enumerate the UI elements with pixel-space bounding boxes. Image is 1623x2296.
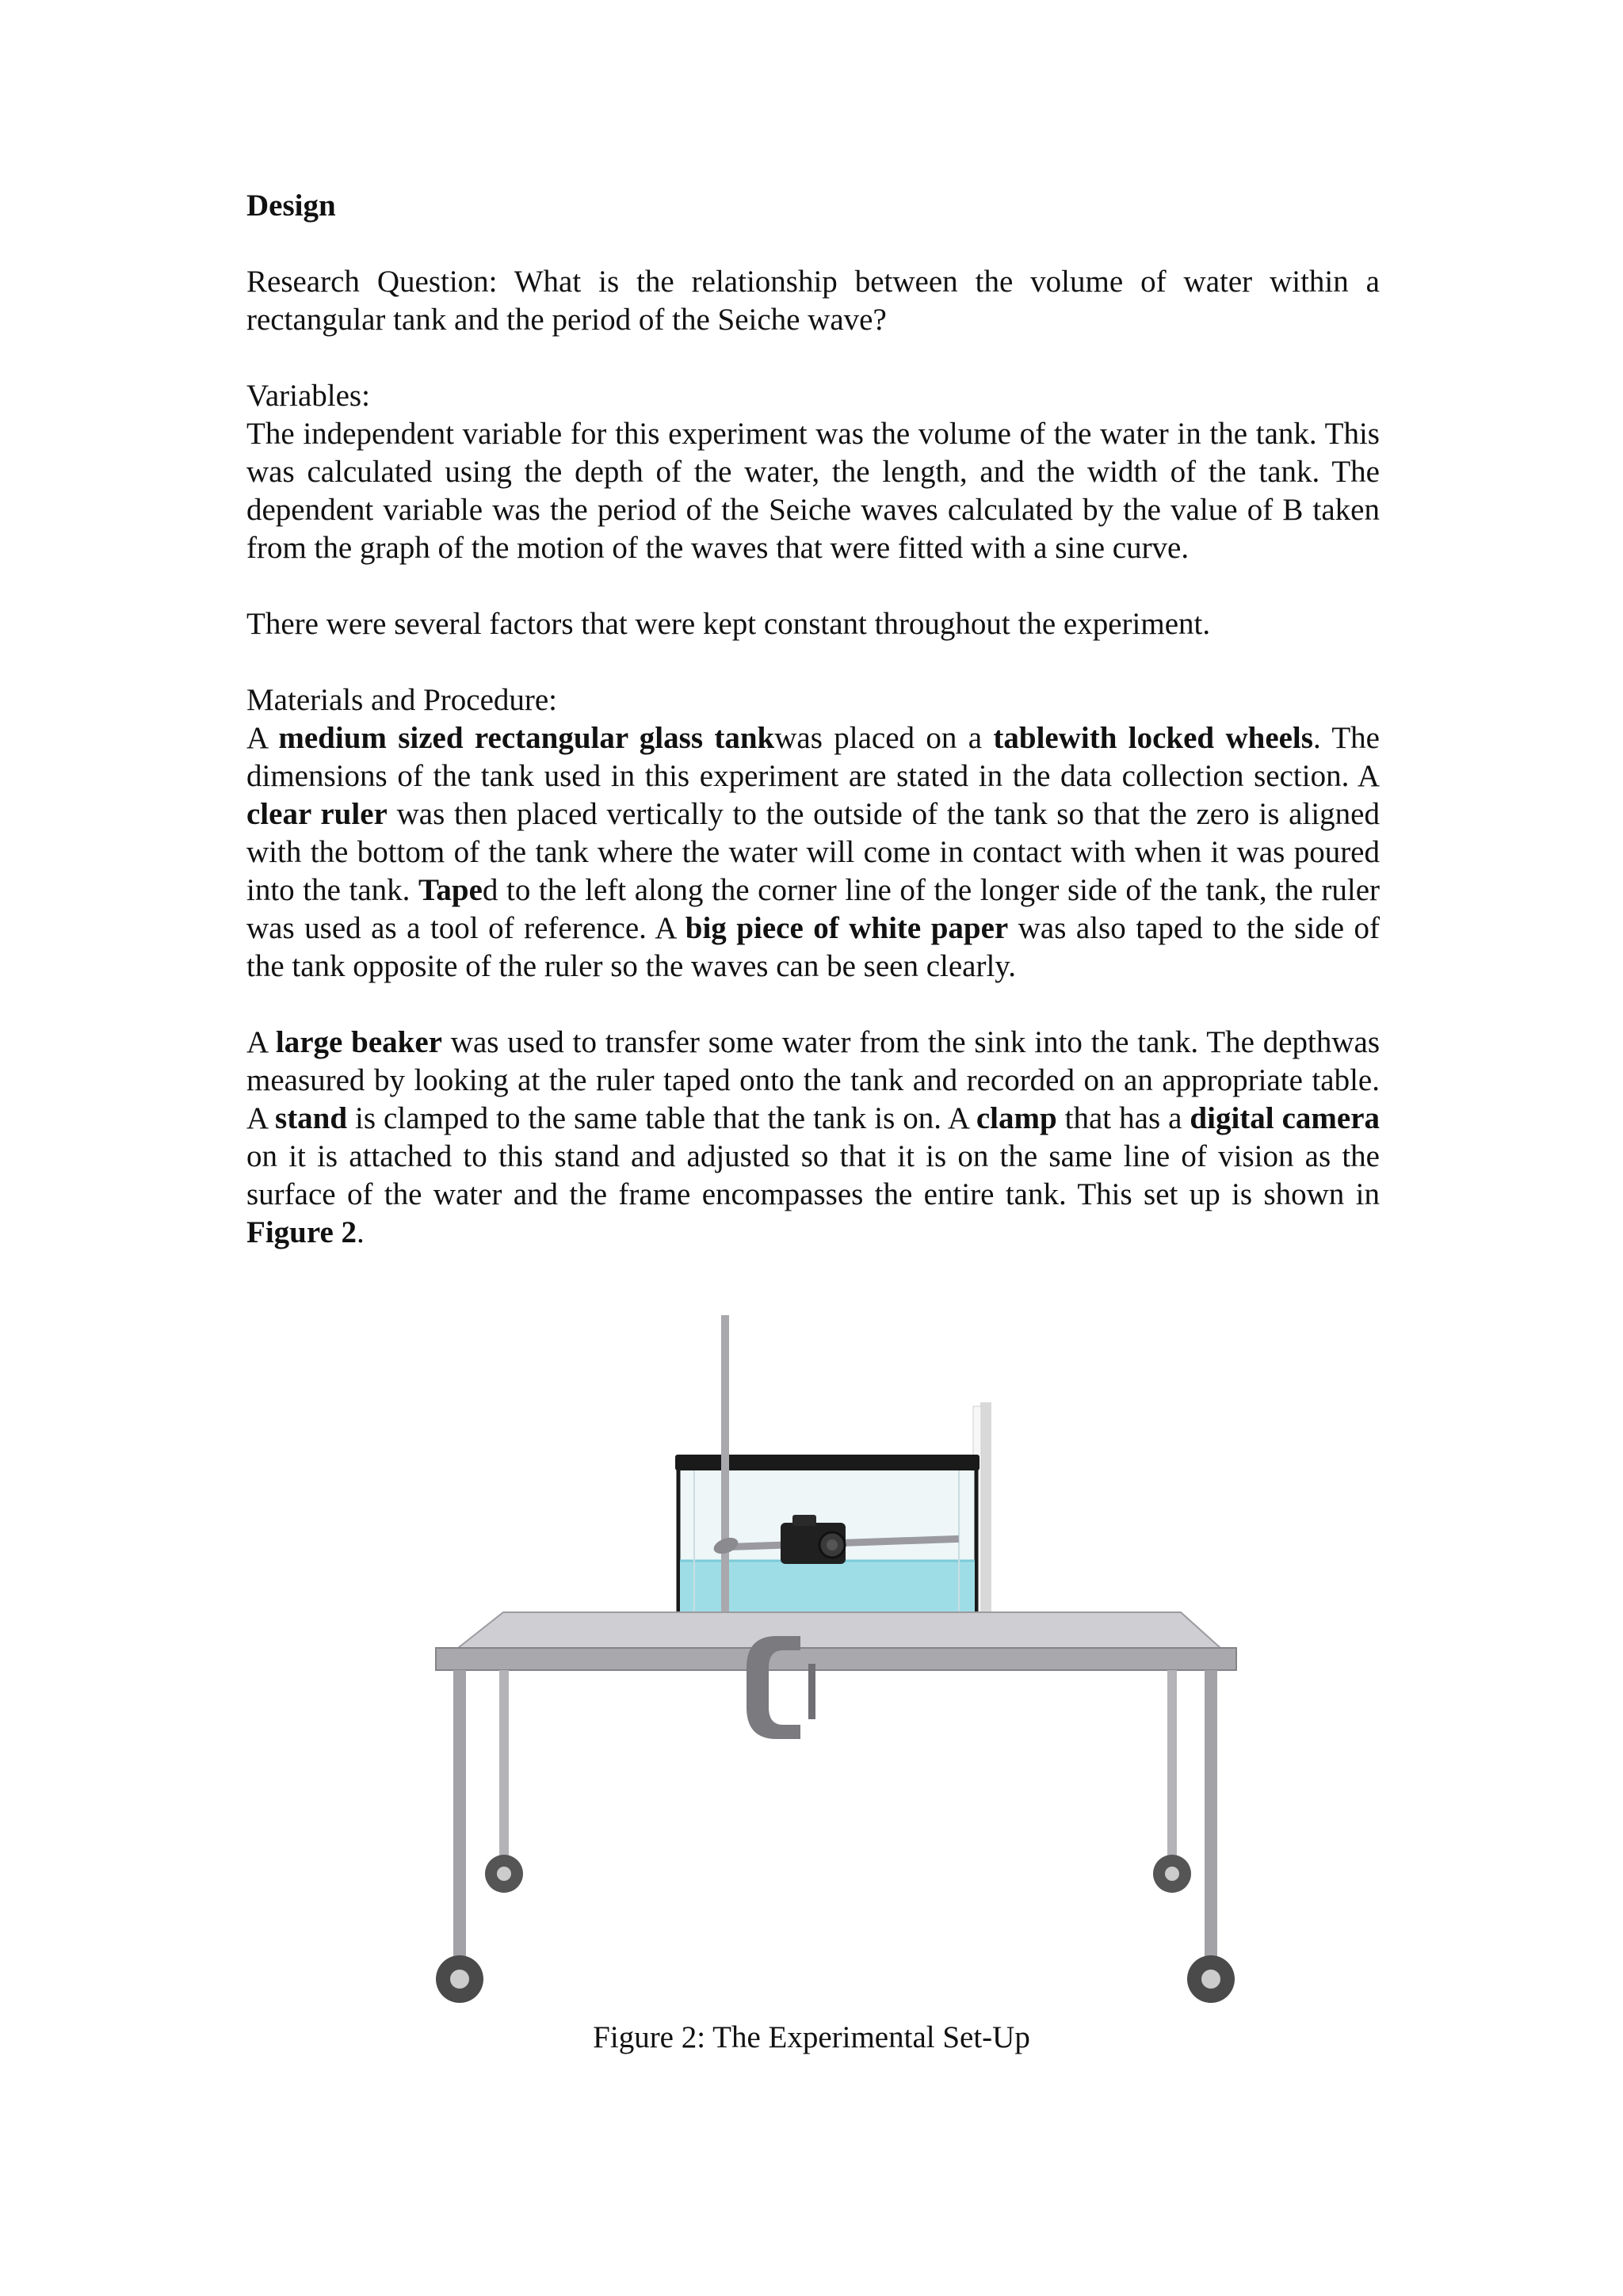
text-run: A xyxy=(246,721,279,755)
section-heading: Design xyxy=(246,189,336,223)
materials-label: Materials and Procedure: xyxy=(246,683,558,717)
wheel xyxy=(485,1855,523,1893)
wheel xyxy=(1153,1855,1191,1893)
text-run: was then placed vertically to the outside of the tank so that the zero is aligned with the bottom of the tank where the water will come in contact with when it was poured into the tank. xyxy=(246,797,1380,907)
document-body xyxy=(246,187,1380,1252)
text-run: was placed on a xyxy=(774,721,994,755)
bold-run: medium sized rectangular glass tank xyxy=(278,721,775,755)
text-run: . xyxy=(357,1215,365,1249)
wheel xyxy=(436,1955,483,2003)
setup-illustration xyxy=(380,1315,1252,2012)
text-run: . The dimensions of the tank used in this experiment are stated in the data collection section. A xyxy=(246,721,1380,793)
text-run: d to the left along the corner line of the longer side of the tank, the ruler was used as a tool of reference. A xyxy=(246,873,1381,945)
figure-caption: Figure 2: The Experimental Set-Up xyxy=(593,2020,1030,2054)
bold-run: Tape xyxy=(418,873,483,907)
table xyxy=(436,1612,1236,2003)
text-run: was used to transfer some water from the sink into the tank. The depthwas measured by looking at the ruler taped onto the tank and recorded on an appropriate table. A xyxy=(246,1025,1381,1135)
text-run: is clamped to the same table that the tank is on. A xyxy=(347,1101,976,1135)
bold-run: clamp xyxy=(976,1101,1057,1135)
text-run: A xyxy=(246,1025,276,1059)
bold-run: clear ruler xyxy=(246,797,388,831)
variables-paragraph: The independent variable for this experiment was the volume of the water in the tank. This was calculated using the depth of the water, the length, and the width of the tank. The dependent variable was the period of the Seiche waves calculated by the value of B taken from the graph of the motion of the waves that were fitted with a sine curve. xyxy=(246,417,1380,565)
bold-run: big piece of white paper xyxy=(685,911,1009,945)
experimental-setup-figure xyxy=(380,1315,1252,2012)
bold-run: large beaker xyxy=(275,1025,442,1059)
materials-paragraph-1 xyxy=(246,719,1380,986)
research-question: Research Question: What is the relationship between the volume of water within a rectangular tank and the period of the Seiche wave? xyxy=(246,265,1380,337)
constants-paragraph: There were several factors that were kept constant throughout the experiment. xyxy=(246,607,1211,641)
wheel xyxy=(1187,1955,1235,2003)
text-run: was also taped to the side of the tank opposite of the ruler so the waves can be seen clearly. xyxy=(246,911,1381,983)
materials-paragraph-2 xyxy=(246,1024,1380,1252)
variables-label: Variables: xyxy=(246,379,370,413)
bold-run: Figure 2 xyxy=(246,1215,357,1249)
bold-run: tablewith locked wheels xyxy=(993,721,1313,755)
text-run: on it is attached to this stand and adjusted so that it is on the same line of vision as the surface of the water and the frame encompasses the entire tank. This set up is shown in xyxy=(246,1139,1380,1211)
bold-run: stand xyxy=(275,1101,348,1135)
text-run: that has a xyxy=(1056,1101,1190,1135)
bold-run: digital camera xyxy=(1190,1101,1381,1135)
